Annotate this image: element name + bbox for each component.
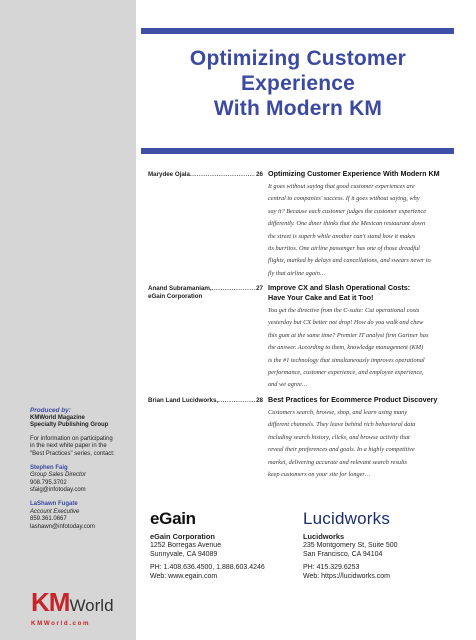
sponsor-web[interactable]: Web: https://lucidworks.com: [303, 573, 391, 580]
leader-dots: [212, 285, 256, 293]
toc-entry-2: [268, 283, 452, 392]
kmworld-logo: [31, 587, 131, 627]
logo-world: World: [69, 596, 114, 615]
summary-line: performance, customer experience, and employee experience,: [268, 369, 424, 377]
leader-dots: [190, 171, 255, 179]
contact-title: Group Sales Director: [30, 472, 87, 479]
summary-line: reveal their preferences and goals. In a highly competitive: [268, 446, 415, 454]
sidebar-credits: [30, 407, 134, 531]
summary-line: It goes without saying that good customer experiences are: [268, 183, 415, 190]
egain-logo: eGain: [150, 509, 196, 528]
toc-entry-3: [268, 395, 452, 481]
summary-line: fly that airline again…: [268, 269, 326, 277]
sponsor-name: Lucidworks: [303, 532, 345, 541]
toc-headline[interactable]: Optimizing Customer Experience With Modern KM: [268, 169, 440, 178]
summary-line: different channels. They leave behind rich behavioral data: [268, 421, 416, 429]
toc-entry-1: [268, 169, 452, 280]
toc-summary: [268, 305, 452, 392]
title-rule: [141, 148, 454, 154]
summary-line: differently. One diner thinks that the Mexican restaurant down: [268, 220, 426, 228]
contact-email[interactable]: sfaig@infotoday.com: [30, 487, 86, 494]
produced-by-label: Produced by:: [30, 407, 71, 414]
producer-name: KMWorld Magazine: [30, 414, 85, 421]
sponsor-city: Sunnyvale, CA 94089: [150, 551, 218, 558]
summary-line: and we agree…: [268, 381, 308, 389]
sponsor-name: eGain Corporation: [150, 532, 215, 541]
contact-title: Account Executive: [30, 508, 80, 515]
toc-page-number[interactable]: 27: [256, 285, 263, 292]
producer-group: Specialty Publishing Group: [30, 422, 109, 429]
summary-line: Customers search, browse, shop, and learn using many: [268, 409, 408, 416]
contact-phone: 859.361.0667: [30, 516, 67, 523]
toc-headline-cont[interactable]: Have Your Cake and Eat it Too!: [268, 293, 374, 302]
leader-dots: [218, 397, 255, 405]
toc-headline[interactable]: Improve CX and Slash Operational Costs:: [268, 283, 411, 292]
summary-line: yesterday but CX better not drop! How do you walk and chew: [268, 319, 424, 327]
lucidworks-logo: Lucidworks: [303, 509, 391, 528]
title-line-3: With Modern KM: [213, 97, 383, 120]
sponsor-egain: [150, 508, 300, 581]
summary-line: its burritos. One airline passenger has one of those dreadful: [268, 245, 420, 253]
summary-line: keep customers on your site for longer…: [268, 471, 371, 479]
summary-line: You get the directive from the C-suite: Cut operational costs: [268, 307, 420, 314]
title-line-1: Optimizing Customer: [189, 47, 407, 70]
info-line: in the next white paper in the: [30, 443, 107, 450]
summary-line: the answer. According to them, knowledge management (KM): [268, 344, 424, 352]
summary-line: central to companies' success. If it goes without saying, why: [268, 195, 420, 203]
sponsor-phone: PH: 415.329.6253: [303, 564, 360, 571]
toc-summary: [268, 407, 452, 481]
contact-phone: 908.795.3702: [30, 479, 67, 486]
summary-line: market, delivering accurate and relevant search results: [268, 458, 408, 466]
contact-name: Stephen Faig: [30, 464, 68, 471]
info-line: "Best Practices" series, contact:: [30, 450, 115, 457]
sidebar-divider: [136, 0, 141, 640]
sponsor-address: 235 Montgomery St, Suite 500: [303, 542, 398, 549]
toc-page-number[interactable]: 26: [256, 171, 263, 178]
summary-line: is the #1 technology that simultaneously improves operational: [268, 356, 425, 364]
toc-entry-1-author: [148, 171, 263, 179]
info-line: For information on participating: [30, 435, 113, 442]
summary-line: the street is superb while another can't stand how it makes: [268, 232, 416, 240]
sponsor-phone: PH: 1.408.636.4500, 1.888.603.4246: [150, 564, 265, 571]
toc-author: Brian Land Lucidworks,: [148, 397, 219, 404]
top-rule: [141, 28, 454, 34]
toc-summary: [268, 181, 452, 280]
toc-author-company: eGain Corporation: [148, 293, 203, 300]
toc-page-number[interactable]: 28: [256, 397, 263, 404]
contact-name: LaShawn Fugate: [30, 500, 78, 507]
logo-km: KM: [31, 587, 70, 617]
sponsor-address: 1252 Borregas Avenue: [150, 542, 222, 549]
title-line-2: Experience: [240, 72, 356, 95]
contact-email[interactable]: lashawn@infotoday.com: [30, 523, 96, 530]
toc-entry-3-author: [148, 397, 263, 405]
summary-line: flights, marked by delays and cancellations, and swears never to: [268, 257, 431, 265]
sponsor-web[interactable]: Web: www.egain.com: [150, 573, 218, 580]
sponsor-city: San Francisco, CA 94104: [303, 551, 383, 558]
toc-author: Anand Subramaniam,: [148, 285, 212, 292]
summary-line: say it? Because each customer judges the customer experience: [268, 207, 427, 215]
sponsor-lucidworks: [303, 508, 453, 581]
logo-url: KMWorld.com: [31, 620, 91, 627]
sidebar-panel: [0, 0, 136, 640]
toc-entry-2-author: [148, 285, 263, 301]
summary-line: including search history, clicks, and browse activity that: [268, 433, 410, 441]
toc-author: Marydee Ojala: [148, 171, 190, 178]
toc-headline[interactable]: Best Practices for Ecommerce Product Discovery: [268, 395, 438, 404]
page-title: [150, 46, 446, 121]
summary-line: this gum at the same time? Premier IT analyst firm Gartner has: [268, 331, 429, 339]
